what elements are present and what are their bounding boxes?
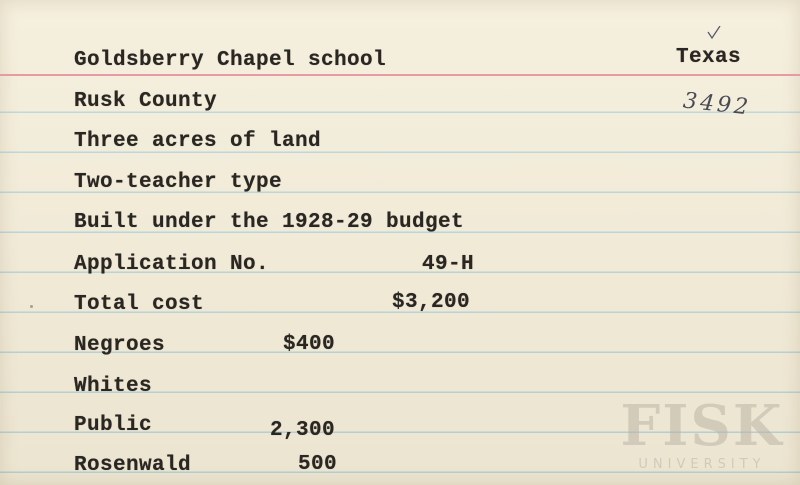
check-mark-icon (707, 26, 721, 40)
land-area: Three acres of land (74, 130, 322, 153)
total-cost-value: $3,200 (392, 291, 471, 314)
watermark-name: FISK (620, 393, 784, 459)
school-name: Goldsberry Chapel school (74, 49, 387, 72)
red-header-rule (0, 74, 800, 76)
application-number: 49-H (422, 253, 475, 276)
watermark-sub: UNIVERSITY (638, 457, 766, 472)
application-label: Application No. (74, 253, 270, 276)
school-type: Two-teacher type (74, 171, 283, 194)
paper-speck (30, 305, 33, 308)
state-name: Texas (676, 46, 742, 69)
public-label: Public (74, 414, 153, 437)
negroes-label: Negroes (74, 334, 166, 357)
public-value: 2,300 (270, 419, 336, 442)
county: Rusk County (74, 90, 218, 113)
fisk-university-watermark (612, 393, 792, 478)
whites-label: Whites (74, 375, 153, 398)
budget-year: Built under the 1928-29 budget (74, 211, 465, 234)
card-number: 3492 (681, 88, 753, 121)
negroes-value: $400 (283, 333, 336, 356)
rosenwald-value: 500 (298, 453, 338, 476)
total-cost-label: Total cost (74, 293, 205, 316)
rosenwald-label: Rosenwald (74, 454, 192, 477)
